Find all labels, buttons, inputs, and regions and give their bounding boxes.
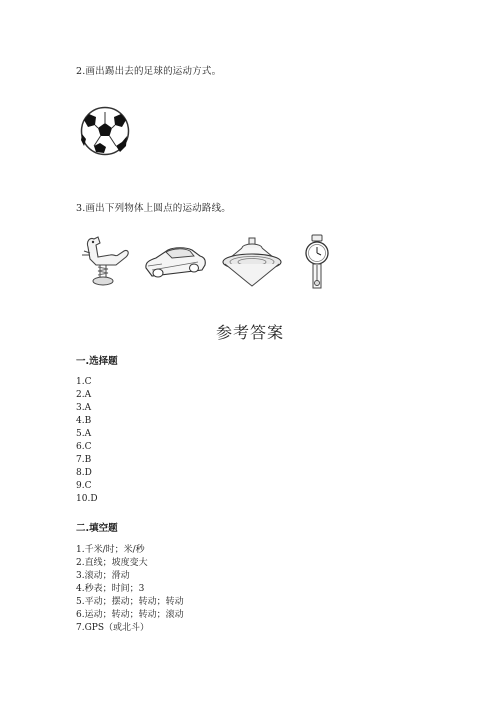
pendulum-clock-icon <box>300 233 334 293</box>
question-2-text: 2.画出踢出去的足球的运动方式。 <box>76 66 222 77</box>
answer-item: 7.B <box>76 455 92 465</box>
answer-item: 6.运动；转动；转动；滚动 <box>76 610 184 620</box>
soccer-ball-icon <box>80 106 130 156</box>
answer-item: 4.秒表；时间；3 <box>76 584 145 594</box>
answer-item: 8.D <box>76 468 92 478</box>
spinning-top-icon <box>217 236 287 288</box>
answer-item: 1.C <box>76 377 92 387</box>
answer-item: 4.B <box>76 416 92 426</box>
choice-answers-list <box>76 376 98 506</box>
answer-item: 10.D <box>76 494 98 504</box>
answer-item: 5.A <box>76 429 92 439</box>
answer-item: 5.平动；摆动；转动；转动 <box>76 597 184 607</box>
answer-item: 7.GPS（或北斗） <box>76 623 149 633</box>
answer-item: 6.C <box>76 442 92 452</box>
answer-item: 2.直线；坡度变大 <box>76 558 148 568</box>
question-3-text: 3.画出下列物体上圆点的运动路线。 <box>76 203 231 214</box>
section-heading-choice: 一.选择题 <box>76 356 118 367</box>
answer-item: 9.C <box>76 481 92 491</box>
car-icon <box>142 238 208 284</box>
answer-item: 2.A <box>76 390 92 400</box>
section-heading-fill-blank: 二.填空题 <box>76 523 118 534</box>
answer-item: 3.滚动；滑动 <box>76 571 130 581</box>
fill-blank-answers-list <box>76 544 184 635</box>
answer-item: 3.A <box>76 403 92 413</box>
spring-rider-icon <box>76 233 134 289</box>
answer-item: 1.千米/时；米/秒 <box>76 545 145 555</box>
answer-key-title: 参考答案 <box>215 323 284 342</box>
